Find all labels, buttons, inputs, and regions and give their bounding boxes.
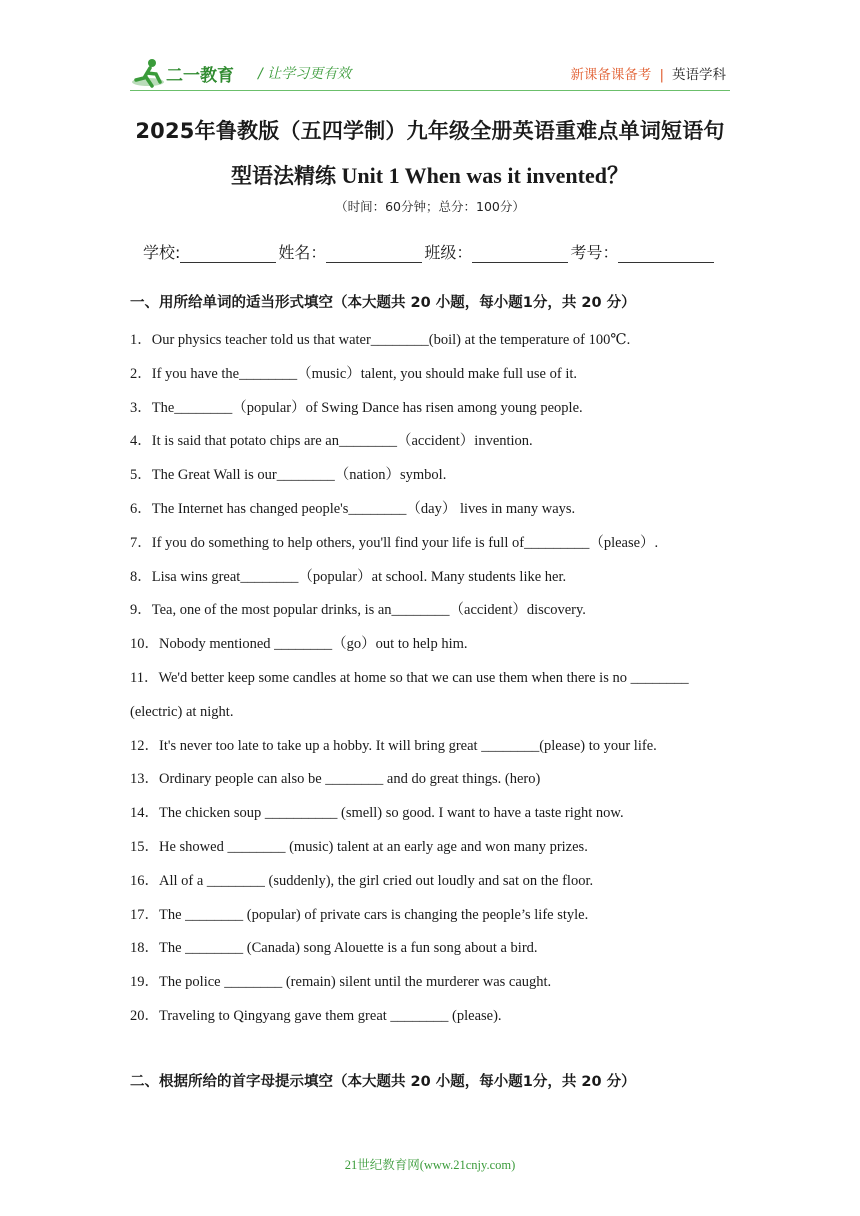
logo-text: 二一教育: [166, 66, 234, 86]
school-label: 学校:: [143, 243, 181, 262]
question-item: 7．If you do something to help others, you'll find your life is full of_________（please）.: [130, 534, 659, 551]
school-blank[interactable]: [180, 244, 276, 263]
section1-items: [130, 324, 730, 1034]
doc-title-line2-en: Unit 1 When was it invented？: [336, 163, 629, 188]
header-separator: |: [659, 67, 664, 83]
name-label: 姓名：: [278, 243, 327, 262]
question-item: 1．Our physics teacher told us that water________(boil) at the temperature of 100℃.: [130, 332, 631, 348]
question-item: 16．All of a ________ (suddenly), the girl cried out loudly and sat on the floor.: [130, 872, 594, 889]
question-item: 9．Tea, one of the most popular drinks, is an________（accident）discovery.: [130, 602, 586, 619]
student-info: [143, 240, 716, 263]
question-item: 20．Traveling to Qingyang gave them great ________ (please).: [130, 1007, 502, 1024]
question-item: 18．The ________ (Canada) song Alouette is a fun song about a bird.: [130, 940, 538, 957]
question-item: 8．Lisa wins great________（popular）at school. Many students like her.: [130, 568, 567, 585]
class-label: 班级：: [424, 243, 473, 262]
exam-number-label: 考号：: [570, 243, 619, 262]
question-item: 5．The Great Wall is our________（nation）symbol.: [130, 467, 447, 484]
question-item: 11．We'd better keep some candles at home so that we can use them when there is no ________ (electric) at night.: [130, 669, 689, 720]
page-header: [130, 54, 730, 92]
question-item: 12．It's never too late to take up a hobby. It will bring great ________(please) to your life.: [130, 737, 657, 754]
exam-number-blank[interactable]: [618, 244, 714, 263]
exam-label: 新课备课备考: [570, 67, 652, 83]
section2-heading: 二、根据所给的首字母提示填空（本大题共 20 小题，每小题1分，共 20 分）: [130, 1074, 636, 1090]
name-blank[interactable]: [326, 244, 422, 263]
page-footer: 21世纪教育网(www.21cnjy.com): [344, 1158, 516, 1172]
question-item: 10．Nobody mentioned ________（go）out to help him.: [130, 636, 468, 653]
question-item: 19．The police ________ (remain) silent until the murderer was caught.: [130, 974, 552, 991]
brand-logo: [130, 56, 242, 90]
exam-number-field: [570, 240, 716, 263]
question-item: 3．The________（popular）of Swing Dance has risen among young people.: [130, 399, 583, 416]
exam-meta: （时间：60分钟；总分：100分）: [335, 199, 525, 214]
question-item: 4．It is said that potato chips are an________（accident）invention.: [130, 433, 533, 450]
doc-title-line2-cn: 型语法精练: [231, 164, 337, 188]
question-item: 13．Ordinary people can also be ________ and do great things. (hero): [130, 771, 541, 788]
section1-heading: 一、用所给单词的适当形式填空（本大题共 20 小题，每小题1分，共 20 分）: [130, 295, 636, 311]
header-divider: [130, 90, 730, 91]
header-right: [570, 63, 726, 83]
question-item: 15．He showed ________ (music) talent at an early age and won many prizes.: [130, 838, 588, 855]
question-item: 14．The chicken soup __________ (smell) so good. I want to have a taste right now.: [130, 805, 624, 822]
doc-title-line1: 2025年鲁教版（五四学制）九年级全册英语重难点单词短语句: [135, 119, 725, 143]
slogan: / 让学习更有效: [258, 66, 352, 82]
name-field: [278, 240, 424, 263]
class-field: [424, 240, 570, 263]
question-item: 17．The ________ (popular) of private cars is changing the people’s life style.: [130, 906, 589, 923]
question-item: 2．If you have the________（music）talent, you should make full use of it.: [130, 365, 578, 382]
school-field: [143, 240, 278, 263]
doc-title-line2: [0, 159, 860, 190]
question-item: 6．The Internet has changed people's________（day） lives in many ways.: [130, 500, 576, 517]
subject-label: 英语学科: [672, 67, 726, 83]
class-blank[interactable]: [472, 244, 568, 263]
